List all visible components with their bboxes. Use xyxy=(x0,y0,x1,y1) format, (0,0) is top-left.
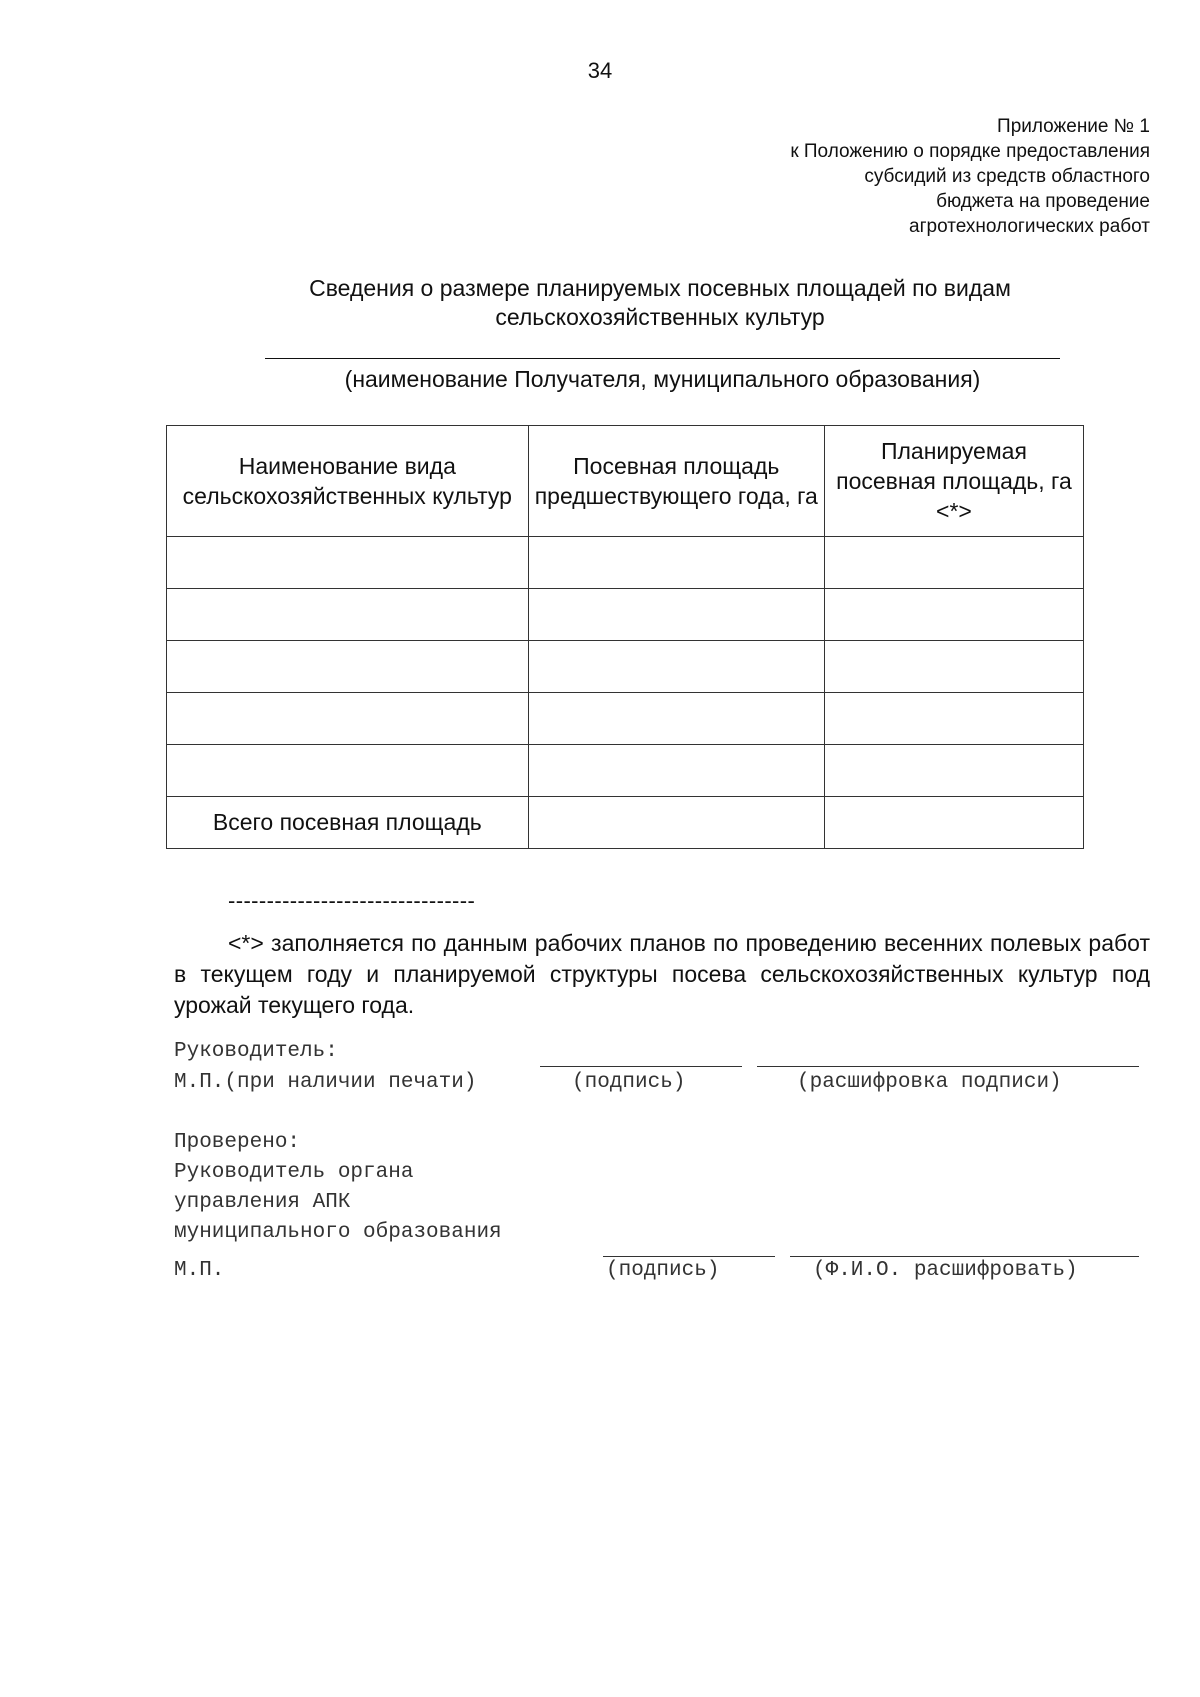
checked-label: Проверено: xyxy=(174,1131,301,1154)
appendix-line: субсидий из средств областного xyxy=(864,166,1150,187)
table-cell xyxy=(824,797,1083,849)
table-cell xyxy=(528,537,824,589)
footnote-text: <*> заполняется по данным рабочих планов по проведению весенних полевых работ в текущем году и планируемой структуры посева сельскохозяйственных культур под урожай текущего года. xyxy=(174,930,1150,1018)
table-cell xyxy=(824,745,1083,797)
table-row xyxy=(167,641,1084,693)
appendix-line: агротехнологических работ xyxy=(909,216,1150,237)
title-line: сельскохозяйственных культур xyxy=(495,304,825,330)
table-cell xyxy=(528,589,824,641)
head-decode-caption: (расшифровка подписи) xyxy=(797,1071,1062,1094)
total-label: Всего посевная площадь xyxy=(167,797,529,849)
column-header-planned-area: Планируемая посевная площадь, га <*> xyxy=(824,426,1083,537)
appendix-line: к Положению о порядке предоставления xyxy=(790,141,1150,162)
table-cell xyxy=(528,641,824,693)
table-cell xyxy=(528,797,824,849)
table-cell xyxy=(167,745,529,797)
column-header-previous-area: Посевная площадь предшествующего года, га xyxy=(528,426,824,537)
table-row xyxy=(167,745,1084,797)
table-row xyxy=(167,537,1084,589)
table-cell xyxy=(167,537,529,589)
recipient-fill-line xyxy=(265,358,1060,359)
column-header-crop-type: Наименование вида сельскохозяйственных культур xyxy=(167,426,529,537)
head-signature-caption: (подпись) xyxy=(572,1071,686,1094)
table-row xyxy=(167,589,1084,641)
appendix-line: бюджета на проведение xyxy=(936,191,1150,212)
checked-line: Руководитель органа xyxy=(174,1161,414,1184)
checked-decode-caption: (Ф.И.О. расшифровать) xyxy=(813,1259,1078,1282)
appendix-note xyxy=(790,114,1150,239)
crops-table xyxy=(166,425,1084,849)
checked-line: муниципального образования xyxy=(174,1221,502,1244)
table-cell xyxy=(824,693,1083,745)
table-total-row xyxy=(167,797,1084,849)
appendix-line: Приложение № 1 xyxy=(997,116,1150,137)
table-cell xyxy=(167,693,529,745)
title-line: Сведения о размере планируемых посевных площадей по видам xyxy=(309,275,1011,301)
head-label: Руководитель: xyxy=(174,1040,338,1063)
document-title xyxy=(160,274,1160,332)
table-cell xyxy=(824,641,1083,693)
recipient-caption: (наименование Получателя, муниципального образования) xyxy=(344,366,981,392)
table-cell xyxy=(528,745,824,797)
table-cell xyxy=(824,537,1083,589)
checked-signature-caption: (подпись) xyxy=(606,1259,720,1282)
checked-decode-line xyxy=(790,1256,1139,1257)
checked-line: управления АПК xyxy=(174,1191,351,1214)
head-decode-line xyxy=(757,1066,1139,1067)
table-cell xyxy=(167,641,529,693)
head-signature-line xyxy=(540,1066,742,1067)
footnote-separator: -------------------------------- xyxy=(228,888,476,913)
page-number: 34 xyxy=(587,58,613,83)
checked-stamp: М.П. xyxy=(174,1259,225,1282)
table-cell xyxy=(167,589,529,641)
table-cell xyxy=(824,589,1083,641)
table-cell xyxy=(528,693,824,745)
checked-signature-line xyxy=(603,1256,775,1257)
table-header-row xyxy=(167,426,1084,537)
table-row xyxy=(167,693,1084,745)
head-stamp: М.П.(при наличии печати) xyxy=(174,1071,477,1094)
